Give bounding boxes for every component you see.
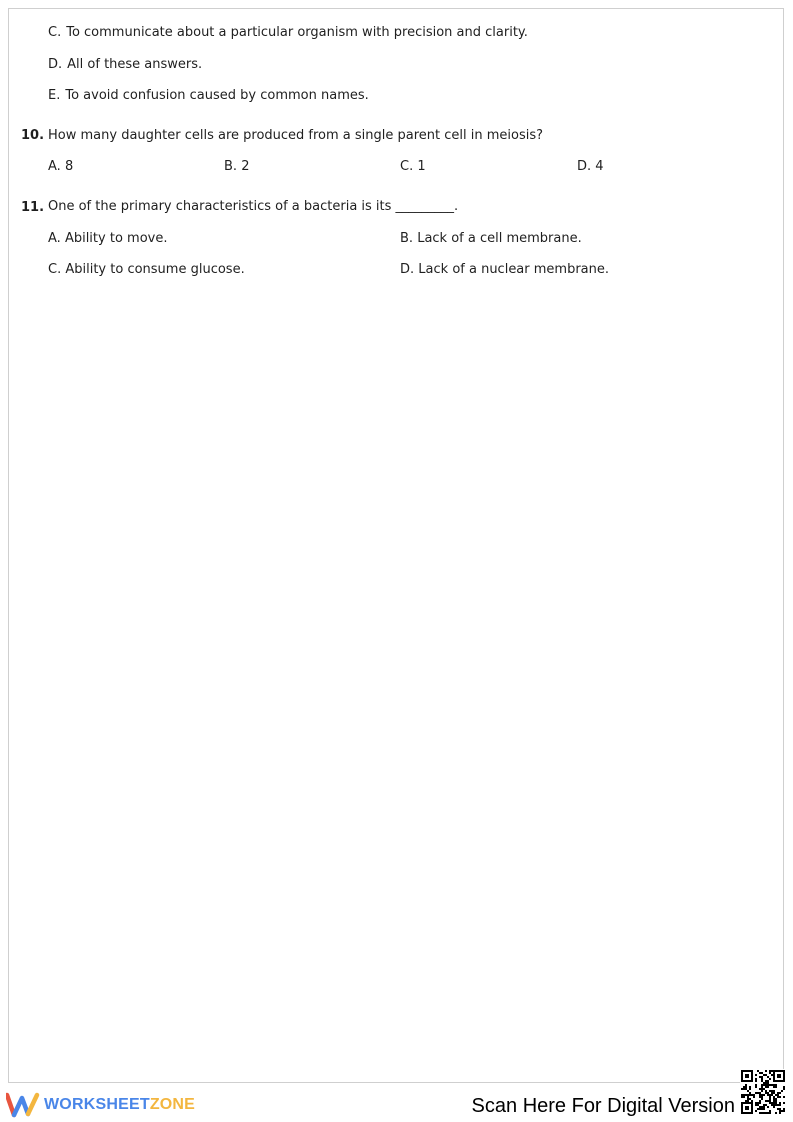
scan-caption: Scan Here For Digital Version: [471, 1095, 735, 1117]
q11-option-a[interactable]: A. Ability to move.: [48, 231, 168, 246]
question-text: One of the primary characteristics of a bacteria is its _________.: [48, 199, 459, 214]
option-c[interactable]: C. To communicate about a particular organism with precision and clarity.: [48, 25, 528, 40]
q11-option-d[interactable]: D. Lack of a nuclear membrane.: [400, 262, 610, 277]
q11-option-b[interactable]: B. Lack of a cell membrane.: [400, 231, 582, 246]
worksheetzone-logo[interactable]: [6, 1092, 195, 1118]
q10-option-c[interactable]: C. 1: [400, 159, 426, 174]
question-number: 11.: [21, 200, 45, 215]
q10-option-b[interactable]: B. 2: [224, 159, 250, 174]
q11-option-c[interactable]: C. Ability to consume glucose.: [48, 262, 245, 277]
qr-code-icon[interactable]: [740, 1069, 786, 1115]
q10-option-d[interactable]: D. 4: [577, 159, 604, 174]
q10-option-a[interactable]: A. 8: [48, 159, 74, 174]
logo-w-icon: [6, 1092, 40, 1118]
option-d[interactable]: D. All of these answers.: [48, 57, 203, 72]
logo-text: WORKSHEETZONE: [44, 1096, 196, 1113]
question-text: How many daughter cells are produced from a single parent cell in meiosis?: [48, 128, 544, 143]
question-number: 10.: [21, 128, 45, 143]
page-border: [8, 8, 784, 1083]
option-e[interactable]: E. To avoid confusion caused by common names.: [48, 88, 369, 103]
